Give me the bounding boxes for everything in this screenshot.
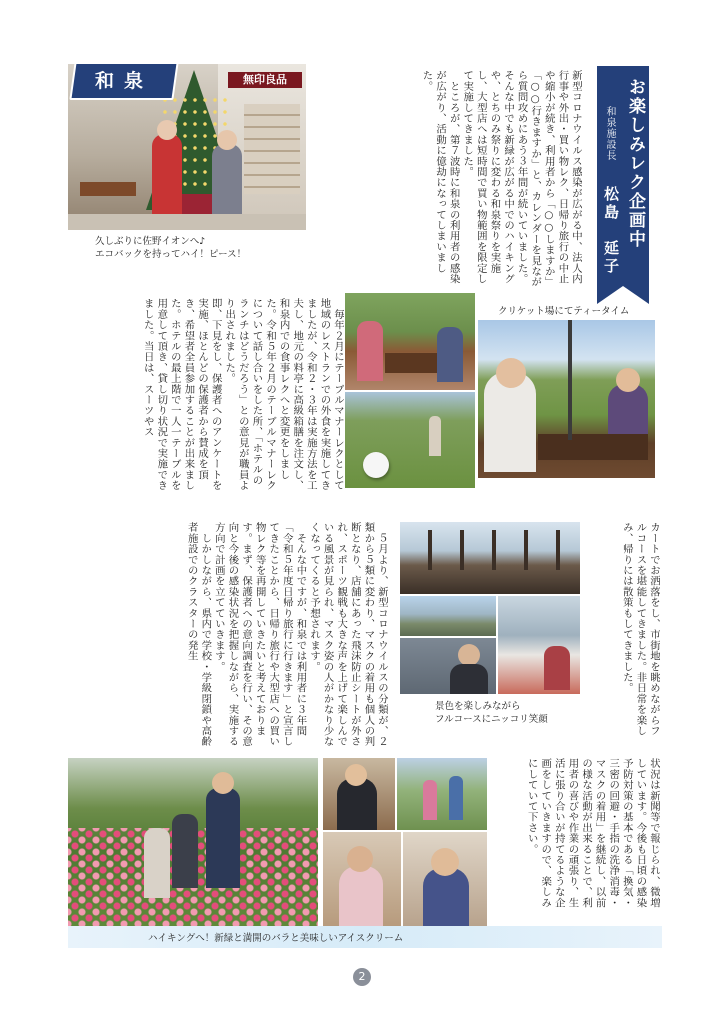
- umbrella-pole: [568, 320, 572, 440]
- cricket-photo: [478, 320, 655, 478]
- hiker-1: [144, 828, 170, 898]
- man-left-head: [496, 358, 526, 388]
- hiking-caption: ハイキングへ！新緑と満開のバラと美味しいアイスクリーム: [148, 933, 404, 944]
- bottom-caption-bar: [68, 926, 662, 948]
- walker-2: [449, 776, 463, 820]
- man-hat-head: [431, 848, 459, 876]
- aeon-caption: 久しぶりに佐野イオンへ♪ エコバックを持ってハイ！ピース！: [95, 236, 247, 260]
- location-tag: [69, 62, 178, 100]
- page-number: 2: [353, 968, 371, 986]
- table: [385, 353, 437, 373]
- dining-window-photo: [498, 596, 580, 694]
- article-fullcourse: カートでお洒落をし、市街地を眺めながらフルコースを堪能してきました。非日常を楽しみ、帰りには散策もしてきました。: [620, 522, 660, 736]
- woman-icecream: [339, 866, 383, 926]
- hiker-2: [172, 814, 198, 888]
- store-sign: 無印良品: [228, 72, 302, 88]
- banner-name: 松島 延子: [602, 186, 620, 276]
- rose-garden-photo: [68, 758, 318, 926]
- restaurant-photo: [345, 293, 475, 390]
- title-banner: [597, 66, 649, 286]
- person-red-head: [157, 120, 177, 140]
- article-table-manner: 毎年２月にテーブルマナーレクとして地域のレストランでの外食を実施してきましたが、令和２・３年は実施方法を工夫し、地元の料亭に高級箱膳を注文し、和泉内での食事レクへと変更をしました。令和５年２月のテーブルマナーレクについて話し合いをした所、「ホテルのランチはどうだろう」との意見が職員より出されました。 即、下見をし、保護者へのアンケートを実施、ほとんどの保護者から賛成を頂き、希望者全員参加することが出来ました。ホテルの最上階で一人一テーブルを用意して頂き、貸し切り状況で実施できました。当日は、スーツやス: [141, 298, 344, 491]
- tea-table: [538, 434, 648, 460]
- hiker-3-head: [212, 772, 234, 794]
- garden-walk-photo: [397, 758, 487, 830]
- location-tag-label: 和泉: [94, 70, 153, 92]
- man-right-head: [616, 368, 640, 392]
- article-may: ５月より、新型コロナウイルスの分類が、２類から５類に変わり、マスクの着用も個人の判断となり、店舗にあった飛沫防止シートが外され、スポーツ観戦も大きな声を上げて楽しんでいる風景が見られ、マスク姿の人がかなり少なくなってくると予想されます。 そんな中ですが、和泉では利用者に３年間「令和５年度日帰り旅行に行きます」と宣言してきたことから、日帰り旅行や大型店への買い物レク等を再開していきたいと考えております。まず、保護者への意向調査を行い、その意向と今後の感染状況を把握しながら、実施する方向で計画を立てていきます。 しかしながら、県内で学校・学級閉鎖や高齢者施設でのクラスターの発生: [185, 522, 388, 747]
- ice-cream-photo-3: [403, 832, 487, 926]
- cricket-caption: クリケット場にてティータイム: [498, 306, 630, 317]
- white-ball: [363, 452, 389, 478]
- store-shelves: [244, 104, 300, 194]
- banner-role: 和泉施設長: [604, 106, 615, 161]
- man-hat: [423, 868, 469, 926]
- walker-1: [423, 780, 437, 820]
- woman-icecream-head: [347, 846, 373, 872]
- article-intro: 新型コロナウイルス感染が広がる中、法人内行事や外出・買い物レク、日帰り旅行の中止や縮小が続き、利用者から「○○しますか」「○○行きますか」と、カレンダーを見ながら質問攻めにあう３年間が続いていました。そんな中でも新緑が広がる中でのハイキングや、とちのみ祭りに変わる和泉祭りを実施し、大型店へは短時間で買い物範囲を限定して実施してきました。 ところが、第７波時に和泉の利用者の感染が広がり、活動に億劫になってしまいました。: [420, 70, 582, 288]
- floor: [68, 214, 306, 230]
- article-closing: 状況は新聞等で報じられ、微増しています。今後も日頃の感染予防対策の基本である「換気・三密の回避・手指の洗浄消毒・マスクの着用」を継続し、以前の様な活動が出来ることで、利用者の喜びや作業の頑張り、生活に張り合いが持てるような企画をしていきますので、楽しみにしていて下さい。: [525, 758, 660, 908]
- diner-body: [450, 664, 488, 694]
- ice-cream-photo-1: [323, 758, 395, 830]
- diner-face: [458, 644, 480, 666]
- person-grey: [212, 144, 242, 220]
- person-1: [357, 321, 383, 381]
- hiker-3: [206, 788, 240, 888]
- banner-title: お楽しみレク企画中: [625, 78, 645, 249]
- bench: [80, 182, 136, 196]
- hotel-photo-top: [400, 522, 580, 594]
- player: [429, 416, 441, 456]
- ice-cream-photo-2: [323, 832, 401, 926]
- diner: [544, 646, 570, 690]
- person-2: [437, 327, 463, 382]
- city-view-photo: [400, 596, 496, 636]
- person-red: [152, 134, 182, 220]
- lawn-ball-photo: [345, 392, 475, 488]
- smiling-diner-photo: [400, 638, 496, 694]
- window-frames: [400, 530, 580, 570]
- man-icecream-head: [345, 764, 367, 786]
- scenery-caption: 景色を楽しみながら フルコースにニッコリ笑顔: [435, 701, 548, 725]
- person-grey-head: [217, 130, 237, 150]
